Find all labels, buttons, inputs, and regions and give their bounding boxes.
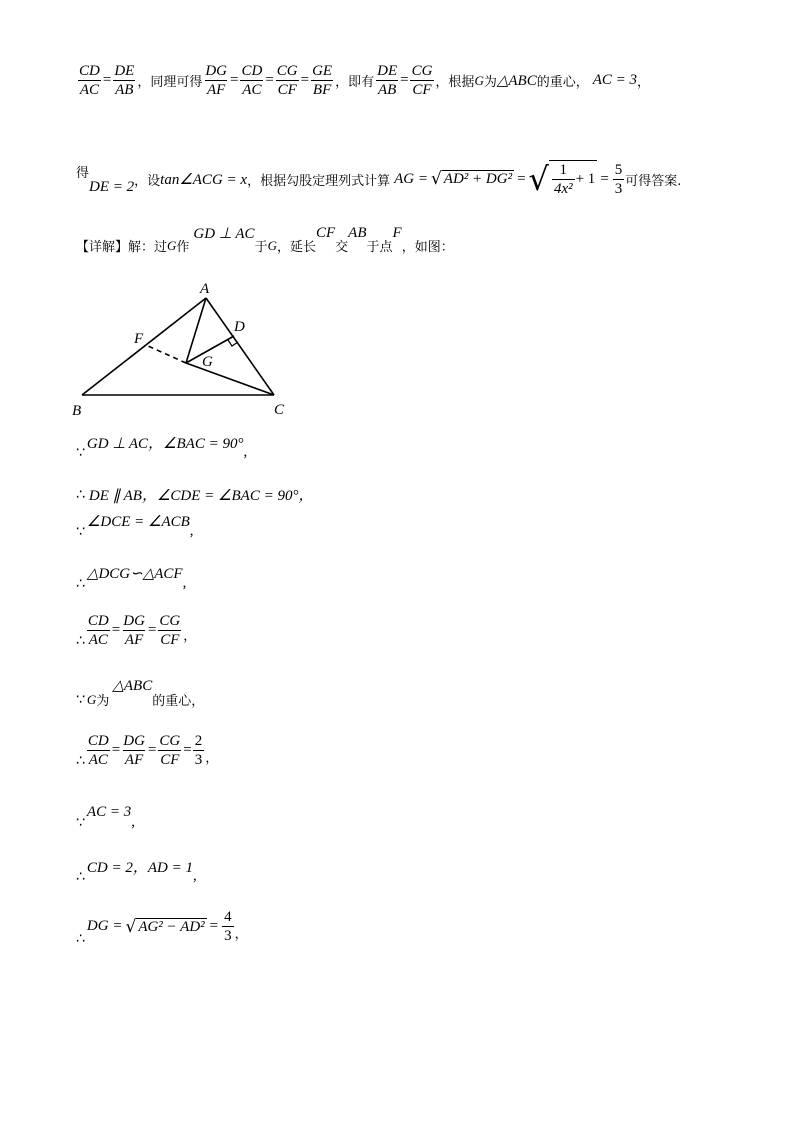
- step-5: [76, 612, 196, 649]
- step-4: [76, 564, 187, 592]
- fraction-4-3: $\frac{4}{3}$: [224, 909, 232, 944]
- triangle-abc: △ABC: [112, 678, 153, 694]
- fraction-cd-ac: $\frac{CD}{AC}$: [79, 63, 100, 98]
- text: 交: [335, 240, 349, 255]
- therefore-icon: ∴: [76, 930, 85, 947]
- fraction-cg-cf: $\frac{CG}{CF}$: [276, 63, 298, 98]
- point-g: G: [167, 237, 177, 253]
- step-text: AC = 3: [86, 804, 132, 820]
- text-de: 得: [76, 165, 90, 181]
- step-10: [76, 908, 248, 945]
- punct: ,: [182, 575, 187, 591]
- equals: =: [183, 742, 192, 758]
- fraction-cd-ac: $\frac{CD}{AC}$: [87, 733, 109, 768]
- step-3: [76, 512, 194, 540]
- ag-label: AG =: [394, 170, 428, 187]
- punct: ,: [193, 868, 197, 884]
- label-a: A: [200, 281, 210, 297]
- fraction-cd-ac: $\frac{CD}{AC}$: [87, 613, 109, 648]
- because-icon: ∵: [76, 691, 85, 708]
- punct: ,: [243, 444, 248, 460]
- line-1: [76, 62, 650, 99]
- ac-value: AC = 3: [592, 72, 638, 88]
- step-1: [76, 432, 248, 461]
- triangle-figure: [66, 276, 306, 426]
- text: 的重心，: [152, 694, 205, 709]
- text: 的重心，: [536, 75, 589, 90]
- segment-cg: [186, 363, 274, 395]
- label-g: G: [202, 354, 213, 370]
- text: ，根据: [435, 75, 475, 90]
- therefore-icon: ∴: [76, 575, 85, 592]
- fraction-5-3: $\frac{5}{3}$: [614, 161, 623, 197]
- fraction-cg-cf: $\frac{CG}{CF}$: [411, 63, 433, 98]
- therefore-icon: ∴: [76, 752, 85, 769]
- step-text: CD = 2，AD = 1: [86, 860, 193, 876]
- label-d: D: [234, 319, 245, 335]
- punct: ,: [189, 523, 194, 539]
- text: ，根据勾股定理列式计算: [247, 173, 391, 189]
- because-icon: ∵: [76, 814, 85, 831]
- gd-perp-ac: GD ⊥ AC: [193, 226, 255, 242]
- step-text: ∠DCE = ∠ACB: [86, 514, 190, 530]
- text: ，延长: [276, 240, 316, 255]
- step-8: [76, 804, 135, 831]
- fraction-cg-cf: $\frac{CG}{CF}$: [159, 733, 181, 768]
- equals: =: [102, 72, 112, 88]
- sqrt-icon: √: [430, 169, 442, 189]
- point-f: F: [392, 225, 402, 241]
- label-c: C: [274, 402, 285, 418]
- text: 可得答案.: [625, 173, 682, 189]
- therefore-icon: ∴: [76, 868, 85, 885]
- equals: =: [265, 72, 274, 88]
- fraction-cg-cf: $\frac{CG}{CF}$: [159, 613, 181, 648]
- fraction-de-ab: $\frac{DE}{AB}$: [114, 63, 135, 98]
- sqrt-icon: √: [528, 160, 549, 198]
- text: ，如图：: [401, 240, 454, 255]
- segment-cf: CF: [315, 225, 336, 241]
- tan-expression: tan∠ACG = x: [160, 171, 248, 188]
- equals: =: [300, 72, 310, 88]
- line-3: [76, 225, 454, 255]
- text: 于点: [366, 240, 393, 255]
- fraction-cd-ac: $\frac{CD}{AC}$: [241, 63, 263, 98]
- step-text: DE ∥ AB，∠CDE = ∠BAC = 90°，: [88, 488, 314, 504]
- equals: =: [111, 622, 121, 638]
- fraction-2-3: $\frac{2}{3}$: [194, 733, 203, 768]
- fraction-de-ab: $\frac{DE}{AB}$: [377, 63, 398, 98]
- line-2: [76, 160, 681, 198]
- text: 为: [483, 75, 497, 90]
- step-text: GD ⊥ AC，∠BAC = 90°: [86, 436, 244, 452]
- label-b: B: [72, 403, 82, 419]
- label-f: F: [134, 331, 144, 347]
- fraction-dg-af: $\frac{DG}{AF}$: [123, 733, 145, 768]
- text: ，: [637, 75, 651, 90]
- sqrt-content: AD² + DG²: [443, 171, 513, 187]
- segment-gf-dashed: [148, 346, 186, 363]
- text: ，即有: [335, 75, 375, 90]
- therefore-icon: ∴: [76, 486, 85, 503]
- fraction-dg-af: $\frac{DG}{AF}$: [205, 63, 227, 98]
- equals: =: [600, 170, 609, 187]
- detail-heading: 【详解】解：过: [76, 240, 168, 255]
- point-g: G: [86, 691, 97, 707]
- text: ，同理可得: [137, 75, 203, 90]
- text: ，设: [134, 173, 161, 189]
- therefore-icon: ∴: [76, 632, 85, 649]
- step-6: [76, 678, 205, 709]
- text: 于: [254, 240, 268, 255]
- equals: =: [147, 742, 157, 758]
- equals: =: [400, 72, 409, 88]
- text: 为: [96, 694, 110, 709]
- equals: =: [147, 622, 157, 638]
- text: 作: [176, 240, 190, 255]
- step-text: △DCG∽△ACF: [86, 566, 183, 582]
- fraction-dg-af: $\frac{DG}{AF}$: [123, 613, 145, 648]
- because-icon: ∵: [76, 523, 85, 540]
- segment-ab: AB: [348, 225, 367, 241]
- equals: =: [209, 918, 219, 934]
- sqrt-icon: √: [125, 916, 137, 937]
- sqrt-content: [549, 160, 597, 198]
- equals: =: [230, 72, 239, 88]
- triangle-abc: △ABC: [496, 73, 537, 89]
- equals: =: [111, 742, 121, 758]
- plus-one: + 1: [575, 171, 596, 187]
- punct: ，: [234, 927, 248, 942]
- point-g: G: [267, 237, 277, 253]
- side-ab: [82, 298, 206, 395]
- fraction-ge-bf: $\frac{GE}{BF}$: [312, 63, 333, 98]
- punct: ,: [131, 814, 135, 830]
- step-7: [76, 732, 218, 769]
- because-icon: ∵: [76, 444, 85, 461]
- sqrt-content: AG² − AD²: [138, 918, 205, 935]
- step-2: [76, 484, 313, 505]
- equals: =: [517, 170, 526, 187]
- point-g: G: [474, 72, 484, 88]
- punct: ，: [183, 629, 197, 644]
- dg-label: DG =: [86, 918, 123, 934]
- fraction-1-4x2: $\frac{1}{\text{4x²}}$: [553, 162, 573, 197]
- punct: ，: [205, 751, 219, 766]
- de-value: DE = 2: [89, 178, 135, 195]
- step-9: [76, 856, 197, 885]
